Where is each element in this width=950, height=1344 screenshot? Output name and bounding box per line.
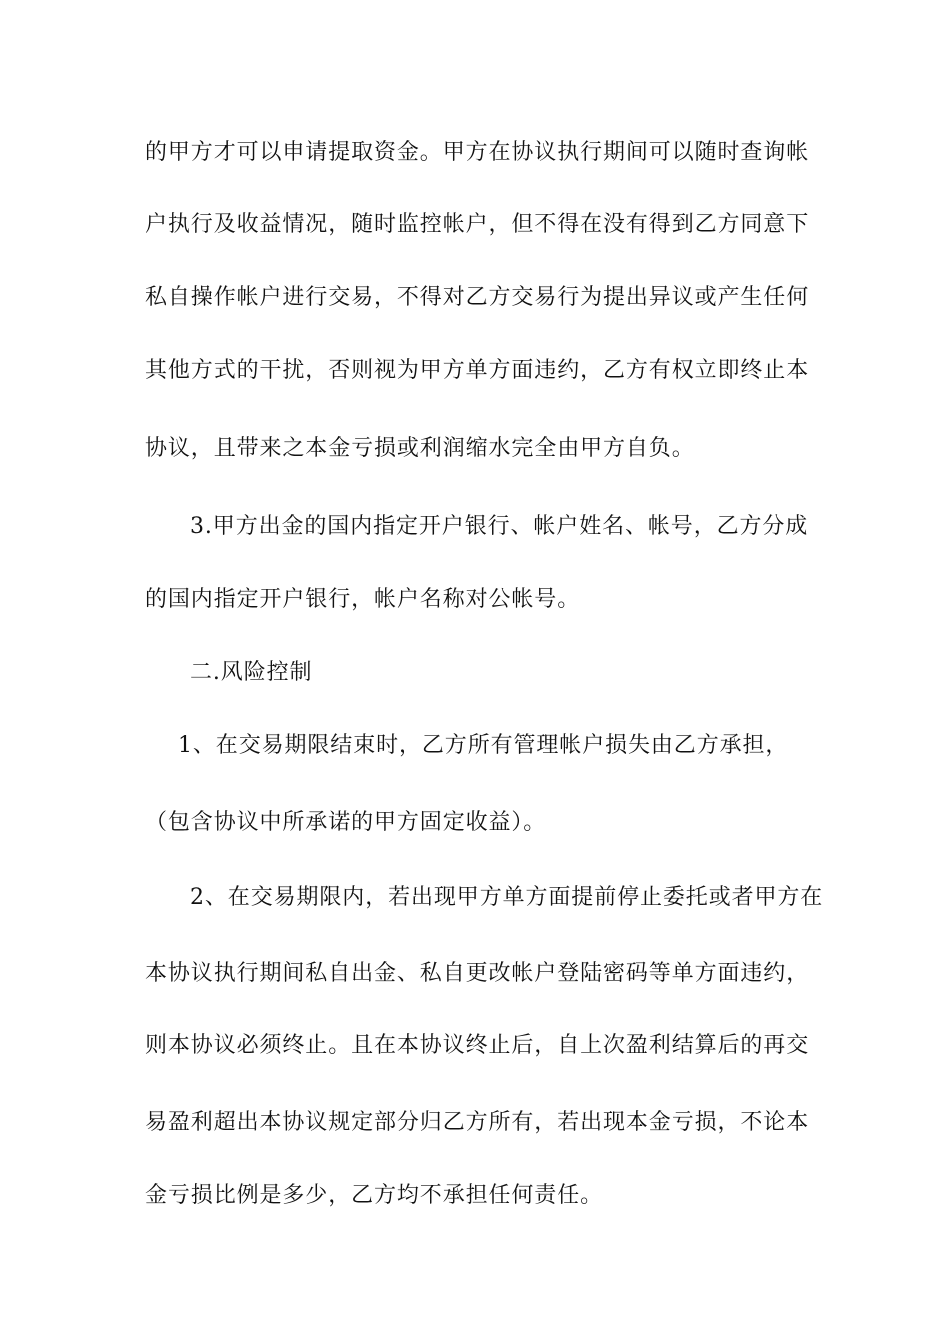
paragraph-line: 3.甲方出金的国内指定开户银行、帐户姓名、帐号，乙方分成 <box>190 514 809 539</box>
paragraph-line: 的国内指定开户银行，帐户名称对公帐号。 <box>145 587 581 612</box>
paragraph-line: 易盈利超出本协议规定部分归乙方所有，若出现本金亏损，不论本 <box>145 1110 810 1135</box>
section-heading: 二.风险控制 <box>190 660 313 685</box>
paragraph-line: 协议，且带来之本金亏损或利润缩水完全由甲方自负。 <box>145 436 695 461</box>
paragraph-line: 则本协议必须终止。且在本协议终止后，自上次盈利结算后的再交 <box>145 1033 810 1058</box>
paragraph-line: 其他方式的干扰，否则视为甲方单方面违约，乙方有权立即终止本 <box>145 358 810 383</box>
paragraph-line: 2、在交易期限内，若出现甲方单方面提前停止委托或者甲方在 <box>190 885 824 910</box>
paragraph-line: 户执行及收益情况，随时监控帐户，但不得在没有得到乙方同意下 <box>145 212 810 237</box>
paragraph-line: 金亏损比例是多少，乙方均不承担任何责任。 <box>145 1183 604 1208</box>
paragraph-line: 私自操作帐户进行交易，不得对乙方交易行为提出异议或产生任何 <box>145 285 810 310</box>
paragraph-line: 本协议执行期间私自出金、私自更改帐户登陆密码等单方面违约， <box>145 961 810 986</box>
paragraph-line: 的甲方才可以申请提取资金。甲方在协议执行期间可以随时查询帐 <box>145 140 810 165</box>
paragraph-line: （包含协议中所承诺的甲方固定收益）。 <box>145 810 547 835</box>
paragraph-line: 1、在交易期限结束时，乙方所有管理帐户损失由乙方承担， <box>178 733 789 758</box>
